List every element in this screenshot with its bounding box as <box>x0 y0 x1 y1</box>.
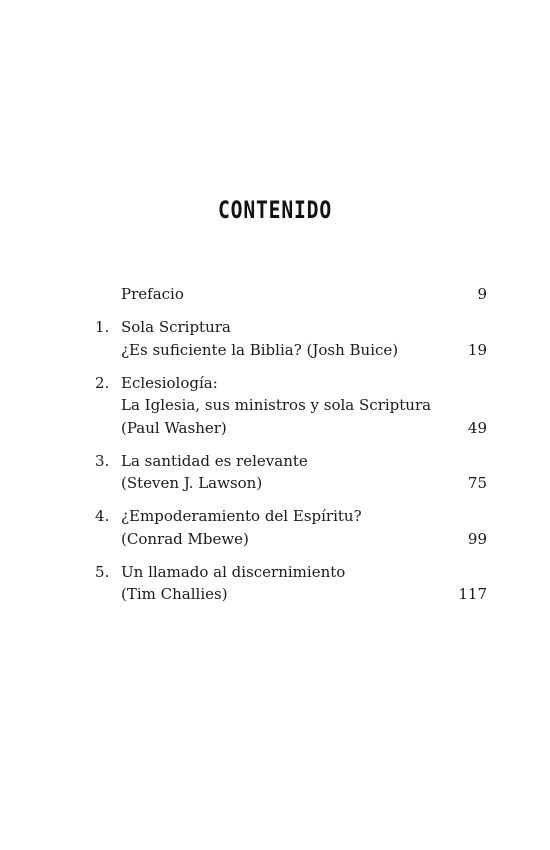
toc-page-number: 75 <box>467 474 487 492</box>
toc-entry-5 <box>95 561 487 606</box>
toc-page-number: 99 <box>467 529 487 548</box>
toc-entry-1 <box>95 316 487 361</box>
toc-entry-title: Eclesiología: <box>121 373 218 392</box>
toc-page-number: 19 <box>467 340 487 359</box>
toc-entry-number: 1. <box>95 318 110 336</box>
toc-entry-3 <box>95 450 487 495</box>
toc-page-number: 117 <box>458 585 487 603</box>
toc-entry-number: 3. <box>95 451 110 470</box>
toc-entry-subtitle: ¿Es suficiente la Biblia? (Josh Buice) <box>121 340 399 359</box>
table-of-contents <box>95 283 487 616</box>
toc-entry-number: 5. <box>95 562 110 581</box>
toc-entry-number: 4. <box>95 507 110 525</box>
toc-entry-title: ¿Empoderamiento del Espíritu? <box>121 507 362 525</box>
toc-entry-2 <box>95 372 487 440</box>
toc-entry-author: (Conrad Mbewe) <box>121 529 249 548</box>
toc-entry-title: Sola Scriptura <box>121 318 231 336</box>
toc-page-number: 9 <box>477 285 487 303</box>
toc-entry-title: La santidad es relevante <box>121 451 308 470</box>
toc-entry-title: Un llamado al discernimiento <box>121 562 346 581</box>
toc-entry-4 <box>95 505 487 550</box>
toc-entry-author: (Paul Washer) <box>121 418 227 437</box>
toc-page-number: 49 <box>467 418 487 437</box>
toc-entry-author: (Steven J. Lawson) <box>121 474 263 492</box>
toc-entry-title: Prefacio <box>121 285 184 303</box>
toc-entry-prefacio <box>95 283 487 306</box>
toc-entry-number: 2. <box>95 373 110 392</box>
page-title: CONTENIDO <box>217 196 333 224</box>
toc-entry-author: (Tim Challies) <box>121 585 228 603</box>
toc-entry-subtitle: La Iglesia, sus ministros y sola Scriptura <box>121 396 432 414</box>
